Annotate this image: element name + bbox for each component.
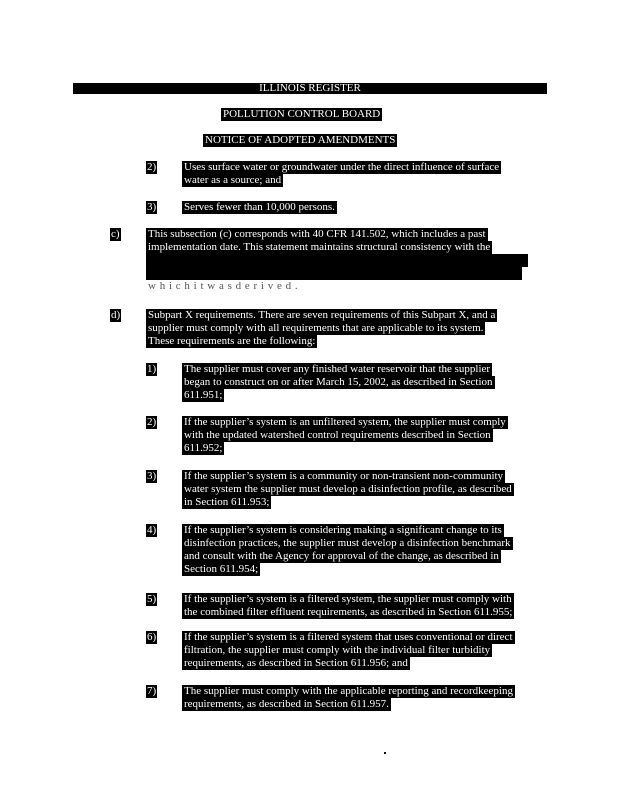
item-marker: 1) [147,363,157,375]
list-item [182,593,514,619]
list-item [182,201,337,214]
item-marker: d) [111,309,121,321]
list-item [182,685,515,711]
text-line: Section 611.954; [184,563,259,575]
redacted-line [146,254,528,267]
text-line: filtration, the supplier must comply with the individual filter turbidity [184,644,491,656]
register-header-bar [73,83,547,94]
text-line: the combined filter effluent requirements, as described in Section 611.955; [184,606,513,618]
text-line: began to construct on or after March 15, 2002, as described in Section [184,376,493,388]
text-line: The supplier must cover any finished water reservoir that the supplier [184,363,491,375]
item-marker: 2) [147,161,157,173]
text-line: disinfection practices, the supplier must develop a disinfection benchmark [184,537,511,549]
text-line: requirements, as described in Section 611.957. [184,698,389,710]
item-marker: 3) [147,201,157,213]
text-line: If the supplier’s system is a community or non-transient non-community [184,470,504,482]
list-item [182,363,495,402]
item-marker: 4) [147,524,157,536]
text-line: Subpart X requirements. There are seven requirements of this Subpart X, and a [148,309,496,321]
list-item [146,309,497,348]
item-marker: 5) [147,593,157,605]
text-line: implementation date. This statement maintains structural consistency with the [148,241,491,253]
text-line: 611.952; [184,442,223,454]
board-title: POLLUTION CONTROL BOARD [223,108,381,120]
text-line: 611.951; [184,389,223,401]
text-line: If the supplier’s system is an unfiltered system, the supplier must comply [184,416,506,428]
text-line: The supplier must comply with the applicable reporting and recordkeeping [184,685,513,697]
register-title: ILLINOIS REGISTER [259,82,361,94]
text-line: requirements, as described in Section 611.956; and [184,657,408,669]
text-line: If the supplier’s system is considering making a significant change to its [184,524,502,536]
text-line: These requirements are the following: [148,335,316,347]
text-line: This subsection (c) corresponds with 40 CFR 141.502, which includes a past [148,228,486,240]
redacted-line [146,267,522,280]
list-item [182,524,513,576]
text-line: If the supplier’s system is a filtered system that uses conventional or direct [184,631,513,643]
item-marker: 2) [147,416,157,428]
item-marker: c) [111,228,120,240]
text-line: water as a source; and [184,174,282,186]
item-marker: 6) [147,631,157,643]
list-item [182,161,501,187]
text-line: If the supplier’s system is a filtered system, the supplier must comply with [184,593,512,605]
text-line: Uses surface water or groundwater under the direct influence of surface [184,161,500,173]
text-line: and consult with the Agency for approval of the change, as described in [184,550,499,562]
text-line: with the updated watershed control requirements described in Section [184,429,491,441]
list-item [182,470,514,509]
text-line: in Section 611.953; [184,496,270,508]
text-line: w h i c h i t w a s d e r i v e d . [148,280,299,292]
text-line: supplier must comply with all requirements that are applicable to its system. [148,322,484,334]
list-item [182,416,508,455]
list-item [146,228,528,293]
scan-speck [384,752,386,754]
item-marker: 7) [147,685,157,697]
notice-title: NOTICE OF ADOPTED AMENDMENTS [205,134,396,146]
list-item [182,631,515,670]
text-line: water system the supplier must develop a disinfection profile, as described [184,483,512,495]
text-line: Serves fewer than 10,000 persons. [184,201,335,213]
item-marker: 3) [147,470,157,482]
